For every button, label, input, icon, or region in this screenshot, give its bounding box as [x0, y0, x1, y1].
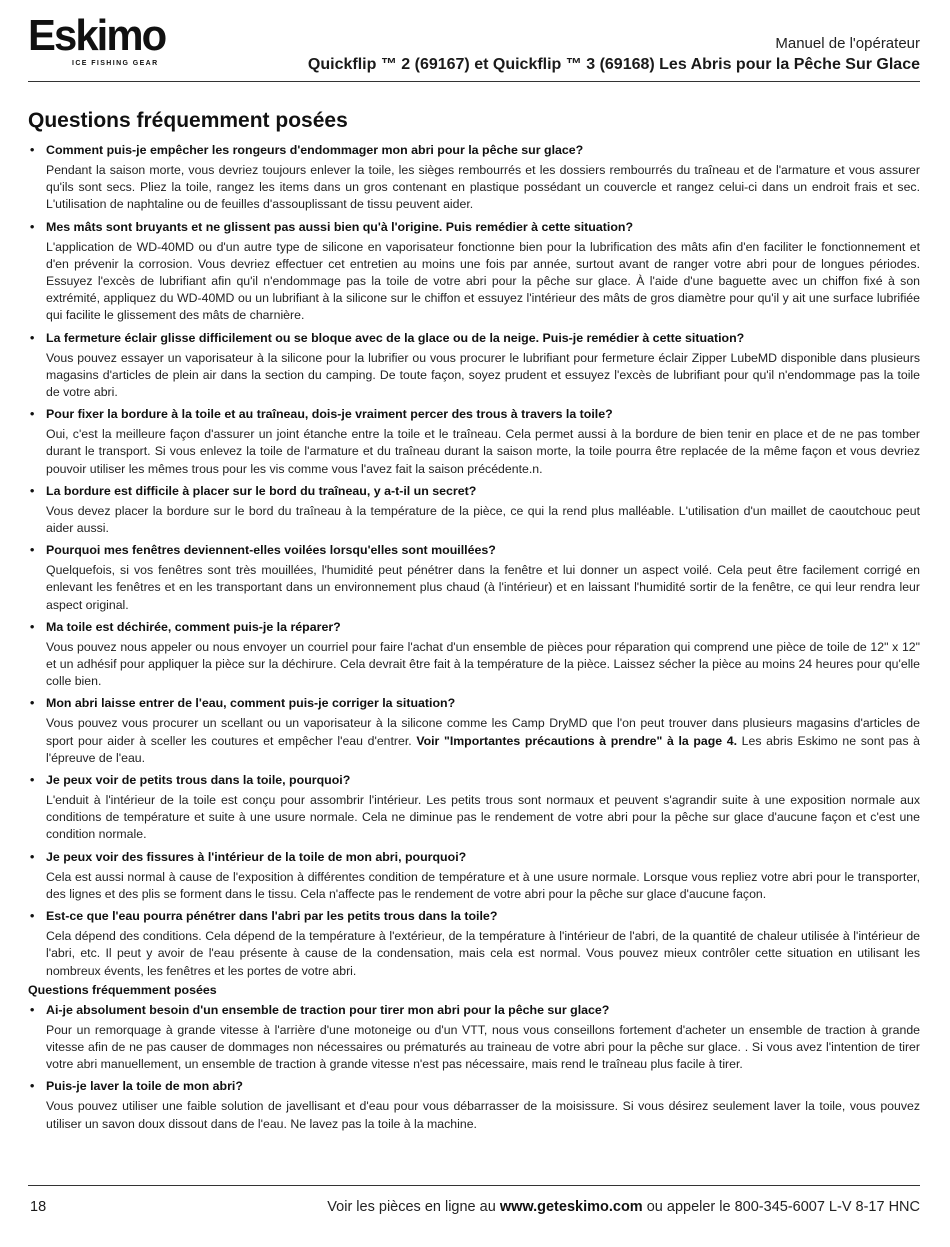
- faq-question: [28, 219, 920, 235]
- footer-contact: [327, 1199, 920, 1215]
- bullet: •: [30, 1079, 35, 1094]
- faq-item: [28, 542, 920, 614]
- main-content: [28, 108, 920, 1138]
- faq-item: [28, 406, 920, 478]
- faq-answer: Vous pouvez essayer un vaporisateur à la silicone pour la lubrifier ou vous procurer le lubrifiant pour fermeture éclair Zipper LubeMD disponible dans plusieurs magasins d'articles de plein air dans la section du camping. De toute façon, soyez prudent et essuyez l'excès de lubrifiant pour qu'il n'endommage pas la toile de votre abri.: [46, 350, 920, 400]
- question-text: Mon abri laisse entrer de l'eau, comment puis-je corriger la situation?: [46, 696, 456, 711]
- bullet: •: [30, 407, 35, 422]
- faq-answer: Quelquefois, si vos fenêtres sont très mouillées, l'humidité peut pénétrer dans la fenêtre et lui donner un aspect voilé. Cela peut être facilement corrigé en enlevant les fenêtres et en les transportant dans un environnement plus chaud (à l'intérieur) et en laissant l'humidité sortir de la fenêtre, ce qui leur rendra leur aspect original.: [46, 563, 920, 612]
- faq-question: [28, 695, 920, 711]
- faq-answer: Cela dépend des conditions. Cela dépend de la température à l'extérieur, de la température à l'intérieur de l'abri, de la quantité de chaleur utilisée à l'intérieur de l'abri, etc. Il peut y avoir de l'eau présente à cause de la condensation, mais cela est normal. Vous pouvez mieux contrôler cette situation en utilisant les nombreux évents, les fenêtres et les portes de votre abri.: [46, 929, 920, 978]
- faq-question: [28, 142, 920, 158]
- faq-answer: Pendant la saison morte, vous devriez toujours enlever la toile, les sièges rembourrés et les dossiers rembourrés du traîneau et de l'armature et vous assurer qu'ils sont secs. Pliez la toile, rangez les items dans un gros contenant en plastique possédant un couvercle et rangez celui-ci dans un endroit frais et sec. L'utilisation de naphtaline ou de feuilles d'assouplissant de tissu peuvent aider.: [46, 163, 920, 212]
- question-text: Ma toile est déchirée, comment puis-je la réparer?: [46, 619, 341, 634]
- faq-item: [28, 849, 920, 903]
- faq-item: [28, 1002, 920, 1074]
- faq-question: [28, 330, 920, 346]
- faq-question: [28, 1078, 920, 1094]
- bullet: •: [30, 773, 35, 788]
- faq-question: [28, 619, 920, 635]
- document-header: [308, 35, 920, 74]
- question-text: La bordure est difficile à placer sur le bord du traîneau, y a-t-il un secret?: [46, 483, 477, 498]
- faq-item: [28, 483, 920, 537]
- page-footer: [28, 1199, 920, 1221]
- faq-answer: [28, 715, 920, 767]
- question-text: Comment puis-je empêcher les rongeurs d'endommager mon abri pour la pêche sur glace?: [46, 143, 584, 157]
- header-divider: [28, 81, 920, 82]
- faq-answer: Pour un remorquage à grande vitesse à l'arrière d'une motoneige ou d'un VTT, nous vous conseillons fortement d'acheter un ensemble de traction à grande vitesse afin de ne pas causer de dommages non nécessaires ou prématurés au traineau de votre abri pour la pêche sur glace. . Si vous avez l'intention de tirer votre abri manuellement, un ensemble de traction à grande vitesse n'est pas nécessaire, mais rend le traîneau plus facile à tirer.: [46, 1022, 920, 1072]
- faq-item: [28, 219, 920, 325]
- bullet: •: [30, 696, 35, 711]
- footer-prefix: Voir les pièces en ligne au: [327, 1199, 496, 1215]
- page-number: 18: [30, 1199, 47, 1215]
- faq-answer: Oui, c'est la meilleure façon d'assurer un joint étanche entre la toile et le traîneau. Cela permet aussi à la bordure de bien tenir en place et de ne pas tomber durant le transport. Si vous enlevez la toile de l'armature et du traîneau durant la saison morte, la toile pourra être replacée de la même façon et vous devriez pouvoir utiliser les mêmes trous pour les vis comme vous l'avez fait la saison précédente.n.: [46, 427, 920, 476]
- faq-item: [28, 772, 920, 844]
- faq-question: [28, 849, 920, 865]
- bullet: •: [30, 143, 35, 157]
- faq-question: [28, 772, 920, 788]
- faq-question: [28, 1002, 920, 1018]
- answer-text: Vous pouvez vous procurer un scellant ou un vaporisateur à la silicone comme les Camp DryMD que l'on peut trouver dans plusieurs magasins d'articles de sport pour aider à sceller les coutures et empêcher l'eau d'entrer.: [46, 716, 920, 748]
- bullet: •: [30, 1002, 35, 1017]
- answer-tail: Les abris Eskimo ne sont pas à l'épreuve de l'eau.: [46, 733, 920, 765]
- question-text: Mes mâts sont bruyants et ne glissent pas aussi bien qu'à l'origine. Puis remédier à cette situation?: [46, 219, 634, 234]
- faq-question: [28, 483, 920, 499]
- faq-question: [28, 908, 920, 924]
- bullet: •: [30, 219, 35, 234]
- faq-answer: Vous pouvez nous appeler ou nous envoyer un courriel pour faire l'achat d'un ensemble de pièces pour réparation qui comprend une pièce de toile de 12" x 12" et un adhésif pour appliquer la pièce sur la déchirure. Cela devrait être fait à la température de la pièce. Laissez sécher la pièce au moins 24 heures pour qu'elle colle bien.: [46, 639, 920, 689]
- faq-answer: Vous devez placer la bordure sur le bord du traîneau à la température de la pièce, ce qui la rend plus malléable. L'utilisation d'un maillet de caoutchouc peut aider aussi.: [46, 503, 920, 536]
- section-title: Questions fréquemment posées: [28, 109, 348, 132]
- faq-question: [28, 542, 920, 558]
- faq-item: [28, 908, 920, 980]
- faq-item: [28, 619, 920, 691]
- brand-logo: [28, 11, 173, 67]
- question-text: Ai-je absolument besoin d'un ensemble de traction pour tirer mon abri pour la pêche sur glace?: [46, 1002, 610, 1017]
- footer-suffix: ou appeler le 800-345-6007 L-V 8-17 HNC: [646, 1199, 920, 1215]
- bullet: •: [30, 909, 35, 924]
- question-text: Pour fixer la bordure à la toile et au traîneau, dois-je vraiment percer des trous à travers la toile?: [46, 407, 613, 422]
- faq-answer: L'application de WD-40MD ou d'un autre type de silicone en vaporisateur fonctionne bien pour la lubrification des mâts afin d'en faciliter le fonctionnement et d'en prévenir la corrosion. Vous devriez effectuer cet entretien au moins une fois par année, surtout avant de ranger votre abri pour de longues périodes. Essuyez l'excès de lubrifiant afin qu'il n'endommage pas la toile de votre abri pour la pêche sur glace. À l'aide d'une baguette avec un chiffon fixé à son extrémité, appliquez du WD-40MD ou un lubrifiant à la silicone sur le chiffon et essuyez l'intérieur des mâts de gros diamètre pour qu'il y ait une surface lubrifiée qui facilite le glissement des mâts de charnière.: [46, 239, 920, 323]
- manual-label: Manuel de l'opérateur: [775, 35, 920, 52]
- brand-wordmark: Eskimo: [28, 11, 166, 60]
- question-text: La fermeture éclair glisse difficilement ou se bloque avec de la glace ou de la neige. Puis-je remédier à cette situation?: [46, 330, 745, 345]
- footer-divider: [28, 1185, 920, 1186]
- bullet: •: [30, 330, 35, 345]
- question-text: Je peux voir de petits trous dans la toile, pourquoi?: [46, 773, 351, 788]
- product-title: Quickflip ™ 2 (69167) et Quickflip ™ 3 (69168) Les Abris pour la Pêche Sur Glace: [307, 56, 920, 73]
- bullet: •: [30, 543, 35, 558]
- faq-item: [28, 142, 920, 214]
- bullet: •: [30, 849, 35, 864]
- faq-item: [28, 695, 920, 767]
- faq-answer: L'enduit à l'intérieur de la toile est conçu pour assombrir l'intérieur. Les petits trous sont normaux et peuvent s'agrandir suite à une exposition normale aux conditions de température et suite à une usure normale. Cela ne diminue pas le rendement de votre abri pour la pêche sur glace d'aucune façon et c'est une condition normale.: [46, 793, 920, 842]
- faq-question: [28, 406, 920, 422]
- question-text: Puis-je laver la toile de mon abri?: [46, 1079, 243, 1094]
- brand-tagline: ICE FISHING GEAR: [72, 60, 159, 67]
- question-text: Pourquoi mes fenêtres deviennent-elles voilées lorsqu'elles sont mouillées?: [46, 543, 496, 558]
- bullet: •: [30, 483, 35, 498]
- question-text: Je peux voir des fissures à l'intérieur de la toile de mon abri, pourquoi?: [46, 849, 467, 864]
- faq-answer: Vous pouvez utiliser une faible solution de javellisant et d'eau pour vous débarrasser de la moisissure. Si vous désirez seulement laver la toile, vous pouvez utiliser un savon doux dissout dans de l'eau. Ne lavez pas la toile à la machine.: [46, 1099, 920, 1131]
- faq-answer: Cela est aussi normal à cause de l'exposition à différentes condition de température et à une usure normale. Lorsque vous repliez votre abri pour le transporter, des lignes et des plis se forment dans le tissu. Cela n'affecte pas le rendement de votre abri pour la pêche sur glace d'aucune façon.: [46, 869, 920, 901]
- page-reference: Voir "Importantes précautions à prendre" à la page 4.: [416, 733, 737, 748]
- question-text: Est-ce que l'eau pourra pénétrer dans l'abri par les petits trous dans la toile?: [46, 909, 498, 924]
- subheading: Questions fréquemment posées: [28, 982, 217, 997]
- faq-item: [28, 1078, 920, 1132]
- faq-item: [28, 330, 920, 402]
- faq-list: [28, 142, 920, 1133]
- bullet: •: [30, 619, 35, 634]
- website-link[interactable]: www.geteskimo.com: [499, 1199, 643, 1215]
